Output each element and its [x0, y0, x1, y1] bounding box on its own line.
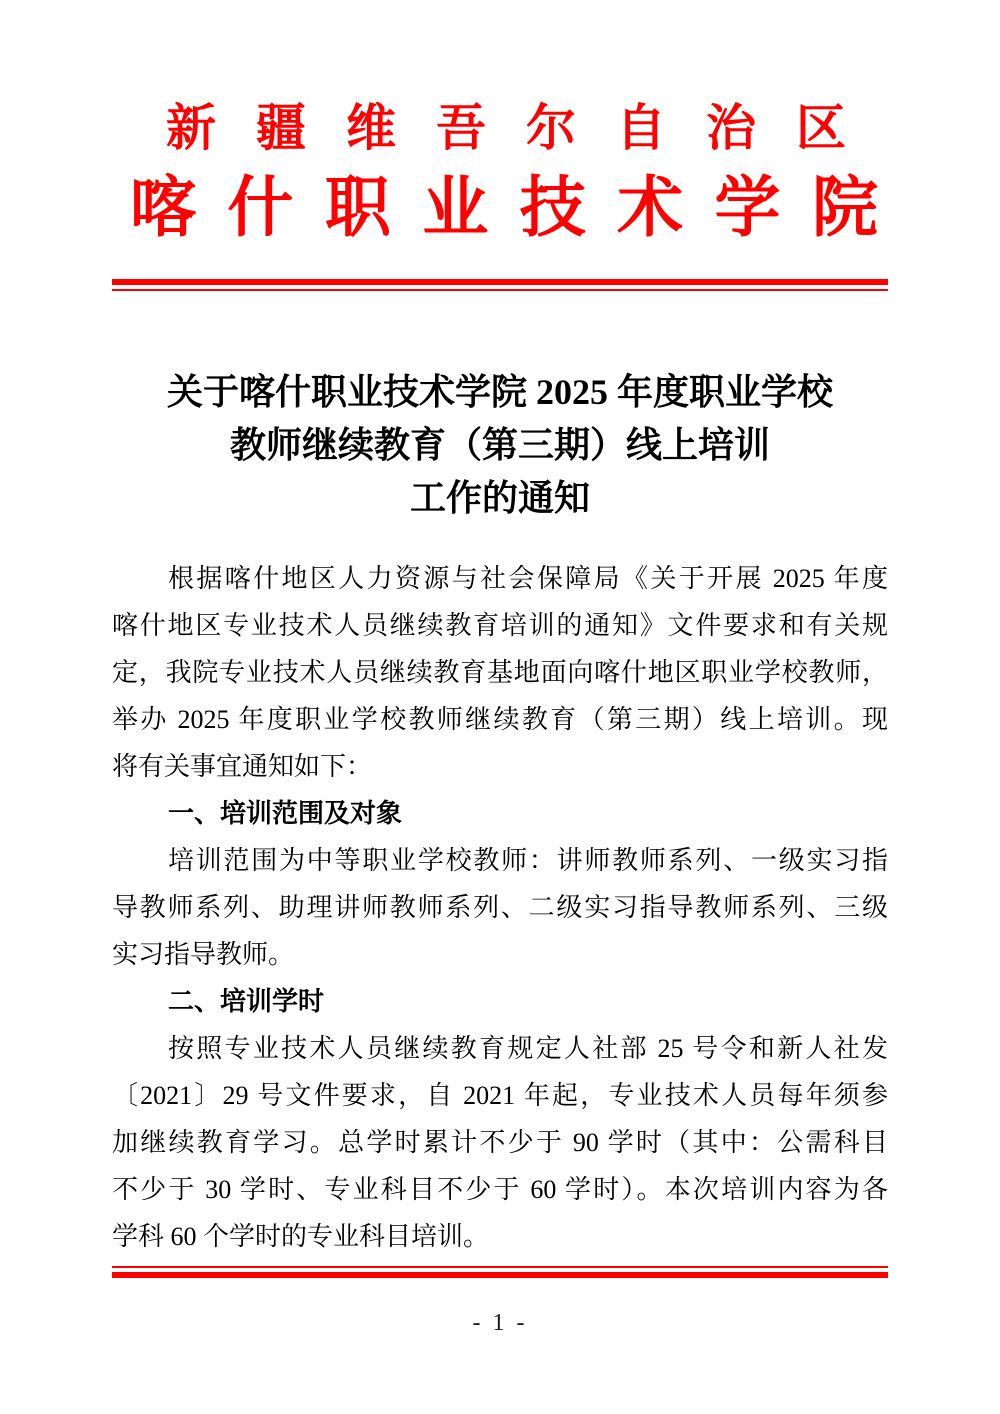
separator-thin-bar	[112, 1266, 888, 1268]
letterhead-char: 自	[616, 100, 666, 156]
body-text-line: 〔2021〕29 号文件要求，自 2021 年起，专业技术人员每年须参	[112, 1081, 888, 1110]
letterhead-char: 业	[422, 172, 489, 245]
letterhead-char: 新	[166, 100, 216, 156]
letterhead-char: 什	[227, 172, 294, 245]
letterhead-char: 技	[519, 172, 586, 245]
section-heading: 二、培训学时	[168, 986, 325, 1016]
body-text-line: 实习指导教师。	[112, 940, 295, 969]
body-text-line: 加继续教育学习。总学时累计不少于 90 学时（其中：公需科目	[112, 1128, 888, 1157]
letterhead-char: 喀	[130, 172, 196, 245]
body-text-line: 导教师系列、助理讲师教师系列、二级实习指导教师系列、三级	[112, 893, 888, 922]
letterhead-char: 吾	[436, 100, 486, 156]
separator-thin-bar	[112, 289, 888, 291]
document-title-line: 关于喀什职业技术学院 2025 年度职业学校	[166, 372, 833, 412]
body-text-line: 培训范围为中等职业学校教师：讲师教师系列、一级实习指	[168, 846, 888, 875]
body-text-line: 举办 2025 年度职业学校教师继续教育（第三期）线上培训。现	[112, 705, 888, 734]
body-text-line: 喀什地区专业技术人员继续教育培训的通知》文件要求和有关规	[112, 611, 888, 640]
document-title	[112, 366, 888, 525]
letterhead-region-name	[166, 98, 846, 158]
letterhead-char: 学	[714, 172, 781, 245]
letterhead-char: 院	[811, 172, 878, 245]
body-text-line: 将有关事宜通知如下：	[112, 752, 373, 781]
body-text-line: 学科 60 个学时的专业科目培训。	[112, 1222, 490, 1251]
letterhead-char: 疆	[256, 100, 306, 156]
letterhead-char: 术	[617, 172, 684, 245]
body-text-line: 不少于 30 学时、专业科目不少于 60 学时）。本次培训内容为各	[112, 1175, 888, 1204]
letterhead-char: 尔	[526, 100, 576, 156]
document-title-line: 工作的通知	[409, 478, 590, 518]
body-text-line: 按照专业技术人员继续教育规定人社部 25 号令和新人社发	[168, 1034, 888, 1063]
letterhead-char: 职	[324, 172, 391, 245]
document-body	[112, 555, 888, 1260]
letterhead-char: 维	[346, 100, 396, 156]
letterhead-char: 治	[706, 100, 756, 156]
letterhead-separator-rule	[112, 279, 888, 291]
section-heading: 一、培训范围及对象	[168, 798, 403, 828]
page-number: - 1 -	[472, 1310, 528, 1336]
separator-thick-bar	[112, 1272, 888, 1278]
document-title-line: 教师继续教育（第三期）线上培训	[229, 425, 770, 465]
separator-thick-bar	[112, 279, 888, 285]
letterhead-school-name	[130, 170, 878, 248]
body-text-line: 根据喀什地区人力资源与社会保障局《关于开展 2025 年度	[168, 564, 888, 593]
letterhead-char: 区	[796, 100, 846, 156]
body-text-line: 定，我院专业技术人员继续教育基地面向喀什地区职业学校教师，	[112, 658, 888, 687]
footer-separator-rule	[112, 1266, 888, 1278]
